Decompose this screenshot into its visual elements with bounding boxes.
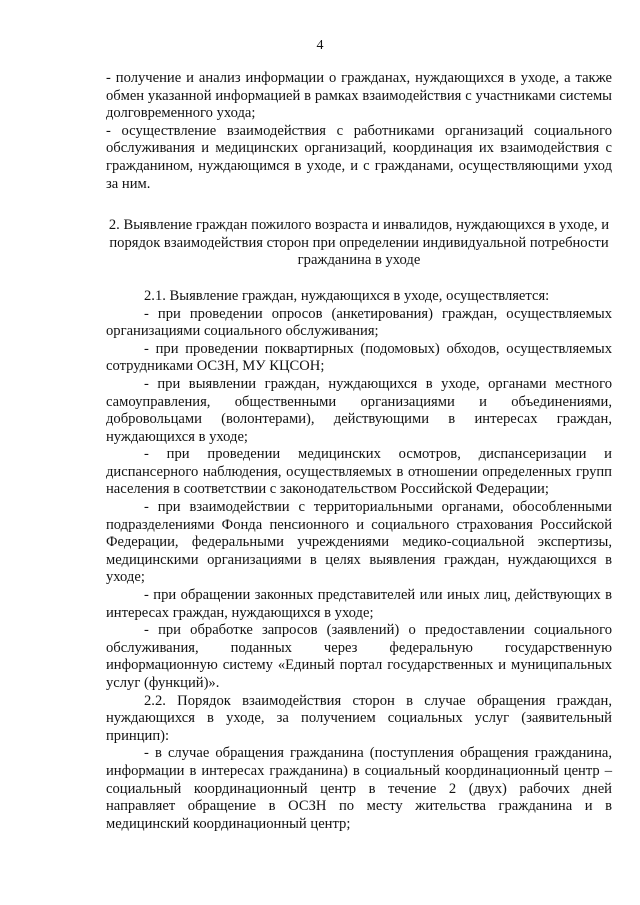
paragraph-2-2: 2.2. Порядок взаимодействия сторон в случае обращения граждан, нуждающихся в уходе, за получением социальных услуг (заявительный принцип):: [106, 692, 612, 744]
paragraph-interaction-coordination: - осуществление взаимодействия с работниками организаций социального обслуживания и медицинских организаций, координация их взаимодействия с гражданином, нуждающимся в уходе, и с гражданами, осуществляющими уход за ним.: [106, 122, 612, 192]
spacer: [106, 270, 612, 288]
paragraph-2-1: 2.1. Выявление граждан, нуждающихся в уходе, осуществляется:: [144, 287, 550, 304]
list-item-medical-exams: - при проведении медицинских осмотров, диспансеризации и диспансерного наблюдения, осуществляемых в отношении определенных групп населения в соответствии с законодательством Российской Федерации;: [106, 446, 612, 498]
list-item-pension-fund: - при взаимодействии с территориальными органами, обособленными подразделениями Фонда пенсионного и социального страхования Российской Федерации, федеральными учреждениями медико-социальной экспертизы, медицинскими организациями в целях выявления граждан, нуждающихся в уходе;: [106, 499, 612, 586]
section-heading: 2. Выявление граждан пожилого возраста и инвалидов, нуждающихся в уходе, и порядок взаимодействия сторон при определении индивидуальной потребности гражданина в уходе: [108, 217, 610, 269]
list-item-coordination-center: - в случае обращения гражданина (поступления обращения гражданина, информации в интересах гражданина) в социальный координационный центр – социальный координационный центр в течение 2 (двух) рабочих дней направляет обращение в ОСЗН по месту жительства гражданина и в медицинский координационный центр;: [106, 745, 612, 832]
page-number: 4: [316, 38, 324, 53]
list-item-surveys: - при проведении опросов (анкетирования) граждан, осуществляемых организациями социального обслуживания;: [106, 305, 612, 340]
spacer: [106, 193, 612, 217]
list-item-portal-requests: - при обработке запросов (заявлений) о предоставлении социального обслуживания, поданных через федеральную государственную информационную систему «Единый портал государственных и муниципальных услуг (функций)».: [106, 622, 612, 691]
list-item-representatives: - при обращении законных представителей или иных лиц, действующих в интересах граждан, нуждающихся в уходе;: [106, 587, 612, 621]
document-body: [106, 70, 612, 833]
list-item-local-government: - при выявлении граждан, нуждающихся в уходе, органами местного самоуправления, общественными организациями и объединениями, добровольцами (волонтерами), действующими в интересах граждан, нуждающихся в уходе;: [106, 375, 612, 445]
paragraph-exchange-info: - получение и анализ информации о гражданах, нуждающихся в уходе, а также обмен указанной информацией в рамках взаимодействия с участниками системы долговременного ухода;: [106, 70, 612, 122]
list-item-door-to-door: - при проведении поквартирных (подомовых) обходов, осуществляемых сотрудниками ОСЗН, МУ КЦСОН;: [106, 340, 612, 375]
